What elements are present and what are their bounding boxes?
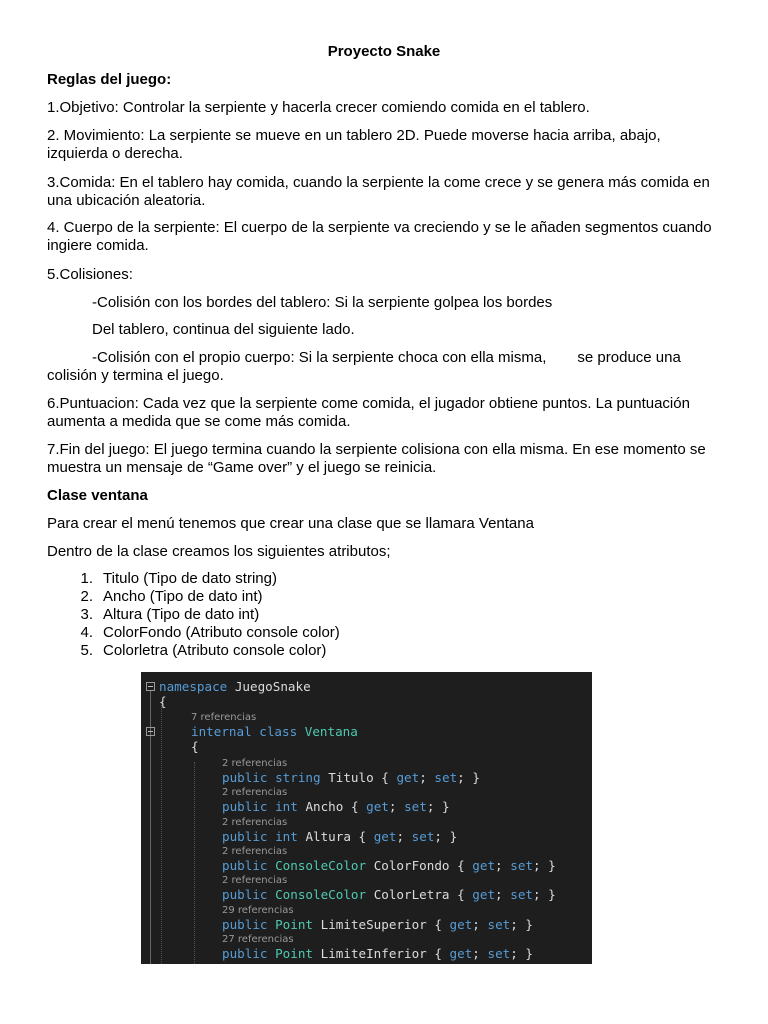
list-item: 4. ColorFondo (Atributo console color) (80, 624, 340, 641)
property-reference-count: 27 referencias (222, 933, 294, 945)
property-reference-count: 2 referencias (222, 758, 288, 769)
collapse-namespace-icon (146, 682, 155, 691)
rule-collision-self-start: -Colisión con el propio cuerpo: Si la serpiente choca con ella misma, (92, 349, 547, 366)
intro-paragraph: Para crear el menú tenemos que crear una clase que se llamara Ventana (47, 515, 534, 532)
class-declaration: internal class Ventana (191, 724, 358, 739)
code-screenshot (141, 672, 592, 964)
rule-score: 6.Puntuacion: Cada vez que la serpiente come comida, el jugador obtiene puntos. La puntuación aumenta a medida que se come más comida. (47, 395, 690, 430)
collapse-class-icon (146, 727, 155, 736)
property-line: public Point LimiteInferior { get; set; } (222, 945, 534, 961)
namespace-line: namespace JuegoSnake (159, 679, 311, 694)
rule-game-end: 7.Fin del juego: El juego termina cuando la serpiente colisiona con ella misma. En ese momento se muestra un mensaje de “Game over” y el juego se reinicia. (47, 441, 706, 476)
attribute-list (47, 570, 340, 660)
attributes-paragraph: Dentro de la clase creamos los siguientes atributos; (47, 543, 391, 560)
class-reference-count: 7 referencias (191, 712, 257, 723)
list-item: 3. Altura (Tipo de dato int) (80, 606, 260, 623)
property-line: public ConsoleColor ColorFondo { get; set; } (222, 857, 556, 873)
rule-collision-self (47, 349, 719, 385)
property-line: public int Altura { get; set; } (222, 828, 458, 844)
property-line: public int Ancho { get; set; } (222, 799, 450, 815)
property-line: public ConsoleColor ColorLetra { get; set; } (222, 887, 556, 903)
rule-movement: 2. Movimiento: La serpiente se mueve en un tablero 2D. Puede moverse hacia arriba, abajo, izquierda o derecha. (47, 127, 661, 162)
rule-collision-borders-cont: Del tablero, continua del siguiente lado. (92, 321, 355, 338)
rule-collisions: 5.Colisiones: (47, 266, 133, 283)
rule-collision-self-end: se produce una colisión y termina el juego. (47, 349, 681, 384)
list-item: 2. Ancho (Tipo de dato int) (80, 588, 263, 605)
class-heading: Clase ventana (47, 487, 148, 504)
rule-body: 4. Cuerpo de la serpiente: El cuerpo de la serpiente va creciendo y se le añaden segmentos cuando ingiere comida. (47, 219, 712, 254)
indent-guide (161, 702, 162, 964)
rule-food: 3.Comida: En el tablero hay comida, cuando la serpiente la come crece y se genera más comida en una ubicación aleatoria. (47, 174, 710, 209)
indent-guide (194, 762, 195, 964)
list-item: 1. Titulo (Tipo de dato string) (80, 570, 277, 587)
rule-collision-borders: -Colisión con los bordes del tablero: Si la serpiente golpea los bordes (92, 294, 553, 311)
property-reference-count: 2 referencias (222, 816, 288, 828)
property-line: public string Titulo { get; set; } (222, 770, 480, 785)
rules-heading: Reglas del juego: (47, 71, 172, 88)
namespace-open-brace: { (159, 694, 167, 709)
class-open-brace: { (191, 739, 199, 754)
property-reference-count: 2 referencias (222, 845, 288, 857)
property-line: public Point LimiteSuperior { get; set; } (222, 916, 534, 932)
list-item: 5. Colorletra (Atributo console color) (80, 642, 327, 659)
property-reference-count: 2 referencias (222, 875, 288, 887)
rule-objective: 1.Objetivo: Controlar la serpiente y hacerla crecer comiendo comida en el tablero. (47, 99, 590, 116)
property-reference-count: 29 referencias (222, 904, 294, 916)
document-title: Proyecto Snake (327, 43, 441, 60)
property-reference-count: 2 referencias (222, 787, 288, 799)
